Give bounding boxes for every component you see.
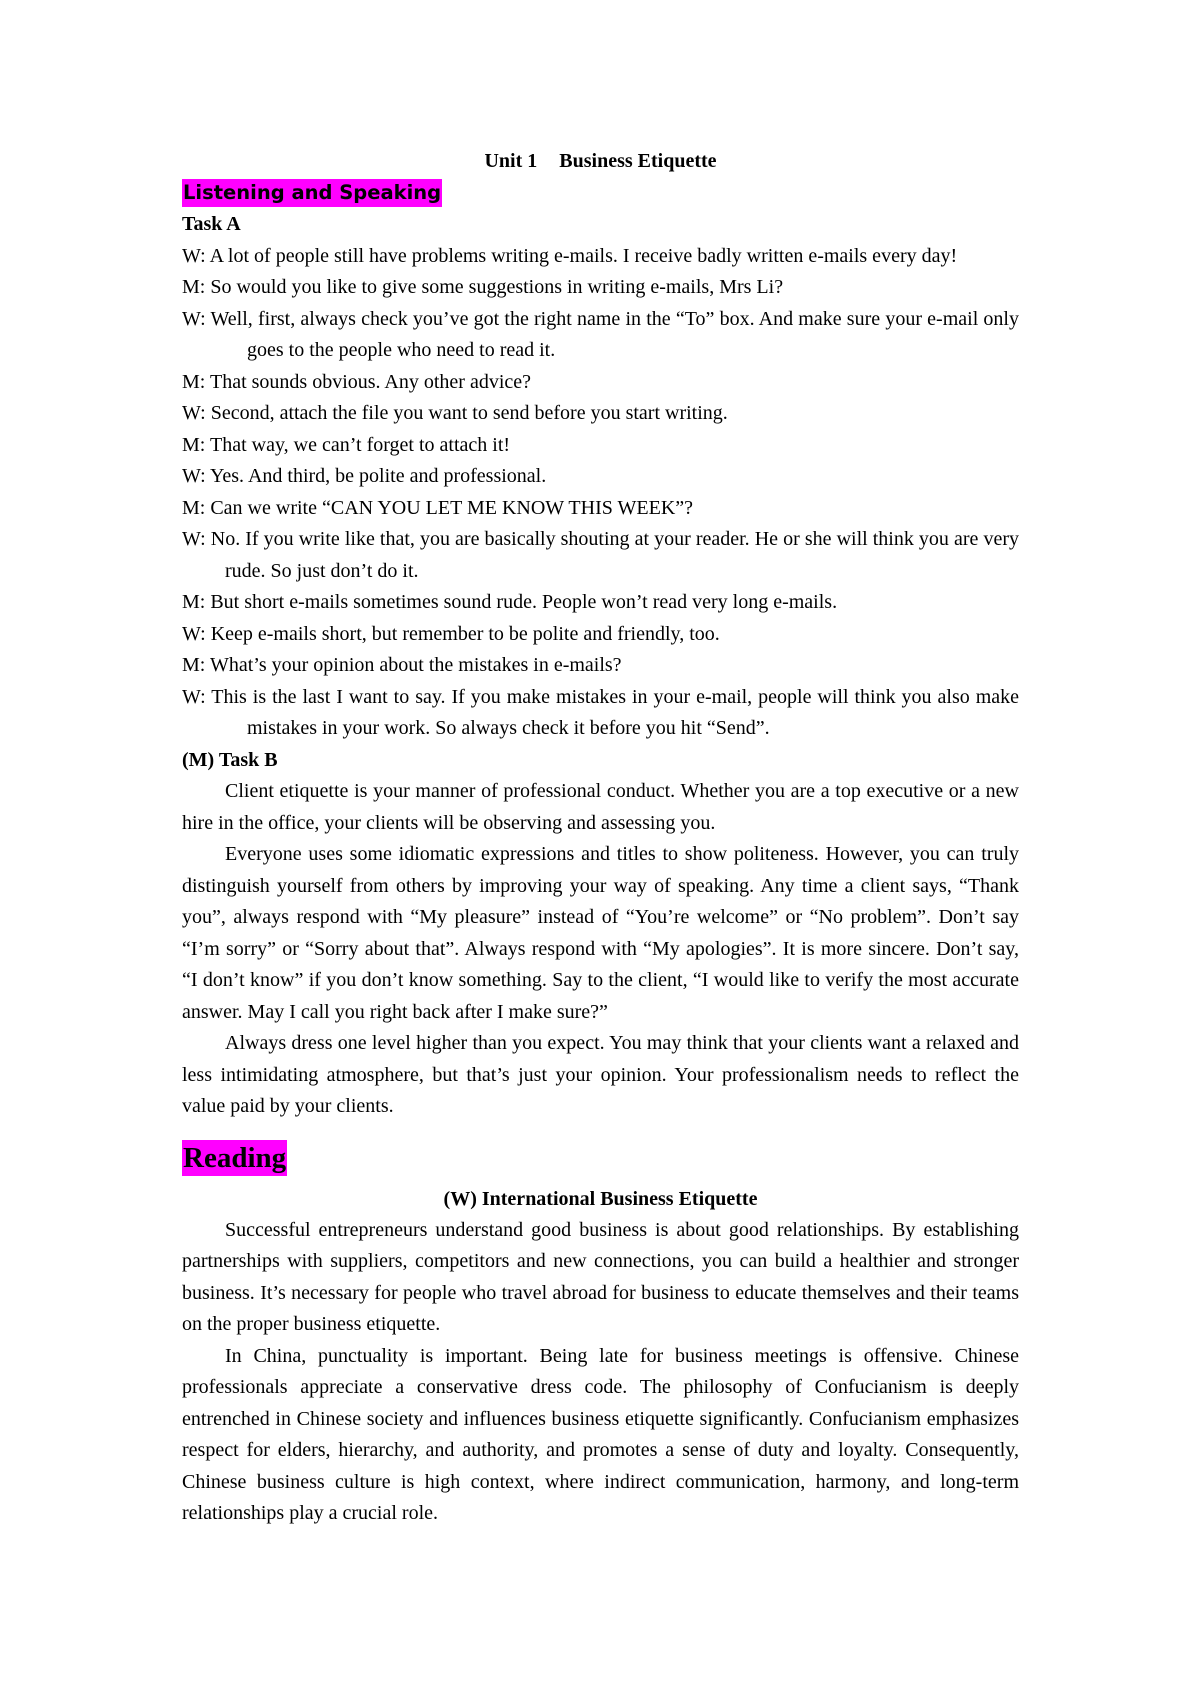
paragraph: Client etiquette is your manner of professional conduct. Whether you are a top executive or a new hire in the office, your clients will be observing and assessing you. [182, 780, 1019, 834]
dialogue-line: M: That sounds obvious. Any other advice? [182, 370, 532, 393]
dialogue-line: M: That way, we can’t forget to attach it! [182, 433, 511, 456]
dialogue-line: W: This is the last I want to say. If you make mistakes in your e-mail, people will think you also make mistakes in your work. So always check it before you hit “Send”. [182, 685, 1019, 739]
paragraph: Successful entrepreneurs understand good business is about good relationships. By establishing partnerships with suppliers, competitors and new connections, you can build a healthier and stronger business. It’s necessary for people who travel abroad for business to educate themselves and their teams on the proper business etiquette. [182, 1218, 1019, 1335]
task-b-label: (M) Task B [182, 748, 278, 771]
document-content [182, 145, 1019, 1530]
dialogue-line: M: Can we write “CAN YOU LET ME KNOW THIS WEEK”? [182, 496, 694, 519]
paragraph: In China, punctuality is important. Being late for business meetings is offensive. Chinese professionals appreciate a conservative dress code. The philosophy of Confucianism is deeply entrenched in Chinese society and influences business etiquette significantly. Confucianism emphasizes respect for elders, hierarchy, and authority, and promotes a sense of duty and loyalty. Consequently, Chinese business culture is high context, where indirect communication, harmony, and long-term relationships play a crucial role. [182, 1344, 1019, 1524]
task-a-label: Task A [182, 213, 241, 235]
listening-section-heading: Listening and Speaking [182, 179, 442, 207]
reading-section-heading: Reading [183, 1141, 287, 1174]
dialogue-line: W: No. If you write like that, you are basically shouting at your reader. He or she will think you are very rude. So just don’t do it. [182, 528, 1019, 582]
paragraph: Always dress one level higher than you expect. You may think that your clients want a relaxed and less intimidating atmosphere, but that’s just your opinion. Your professionalism needs to reflect the value paid by your clients. [182, 1032, 1019, 1117]
dialogue-line: W: A lot of people still have problems writing e-mails. I receive badly written e-mails every day! [182, 244, 958, 267]
paragraph: Everyone uses some idiomatic expressions and titles to show politeness. However, you can truly distinguish yourself from others by improving your way of speaking. Any time a client says, “Thank you”, always respond with “My pleasure” instead of “You’re welcome” or “No problem”. Don’t say “I’m sorry” or “Sorry about that”. Always respond with “My apologies”. It is more sincere. Don’t say, “I don’t know” if you don’t know something. Say to the client, “I would like to verify the most accurate answer. May I call you right back after I make sure?” [182, 843, 1019, 1023]
unit-topic: Business Etiquette [559, 150, 717, 172]
task-a-dialogue [182, 241, 1019, 745]
dialogue-line: W: Yes. And third, be polite and professional. [182, 465, 547, 487]
dialogue-line: W: Well, first, always check you’ve got the right name in the “To” box. And make sure your e-mail only goes to the people who need to read it. [182, 307, 1019, 361]
dialogue-line: W: Second, attach the file you want to send before you start writing. [182, 402, 728, 424]
task-b-body [182, 776, 1019, 1123]
reading-title: (W) International Business Etiquette [443, 1187, 758, 1210]
unit-title [182, 145, 1019, 177]
dialogue-line: M: So would you like to give some suggestions in writing e-mails, Mrs Li? [182, 276, 784, 298]
dialogue-line: M: What’s your opinion about the mistakes in e-mails? [182, 654, 622, 676]
dialogue-line: M: But short e-mails sometimes sound rude. People won’t read very long e-mails. [182, 591, 838, 613]
reading-body [182, 1215, 1019, 1530]
dialogue-line: W: Keep e-mails short, but remember to be polite and friendly, too. [182, 622, 720, 645]
unit-number: Unit 1 [484, 150, 538, 172]
